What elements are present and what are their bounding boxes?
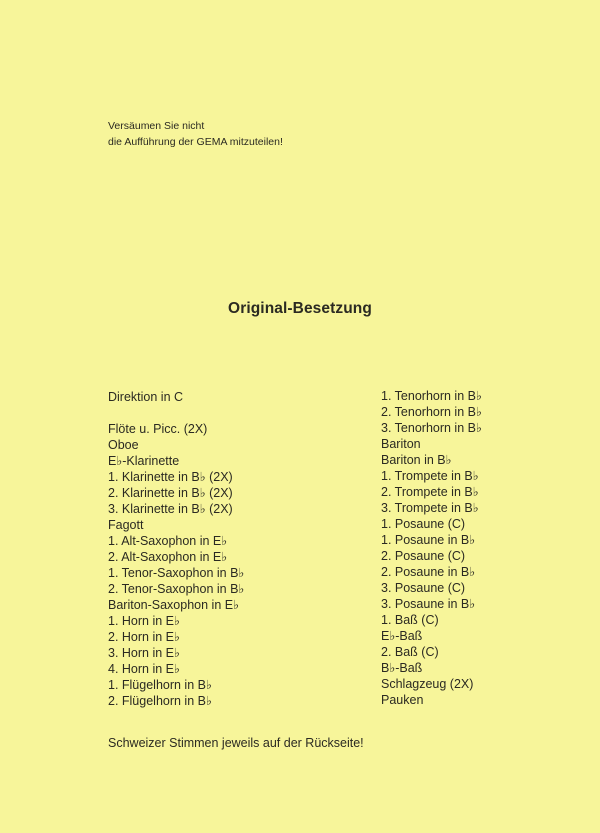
instrument-item: 2. Horn in E♭ [108,630,180,644]
instrument-item: E♭-Baß [381,629,423,643]
instrument-item: Bariton in B♭ [381,453,452,467]
instrument-item: 2. Posaune in B♭ [381,565,476,579]
gema-notice-line-2: die Aufführung der GEMA mitzuteilen! [108,136,283,148]
instrument-item: Flöte u. Picc. (2X) [108,422,208,436]
spacer [108,405,244,421]
instrument-item: 1. Tenor-Saxophon in B♭ [108,566,245,580]
instrument-list-left [108,421,244,709]
instrumentation-right-column [381,388,482,708]
instrument-item: Oboe [108,438,139,452]
instrument-item: 3. Tenorhorn in B♭ [381,421,482,435]
instrument-item: 1. Flügelhorn in B♭ [108,678,212,692]
instrument-item: 3. Posaune in B♭ [381,597,476,611]
instrument-list-right [381,388,482,708]
instrument-item: 2. Tenor-Saxophon in B♭ [108,582,245,596]
instrument-item: Pauken [381,693,424,707]
instrument-item: 3. Trompete in B♭ [381,501,479,515]
instrument-item: 2. Trompete in B♭ [381,485,479,499]
instrument-item: 2. Alt-Saxophon in E♭ [108,550,228,564]
gema-notice [108,118,283,150]
instrument-item: Fagott [108,518,144,532]
instrument-item: 3. Klarinette in B♭ (2X) [108,502,233,516]
instrumentation-left-column [108,389,244,709]
instrument-item: 1. Posaune in B♭ [381,533,476,547]
instrument-item: 4. Horn in E♭ [108,662,180,676]
instrument-item: 2. Posaune (C) [381,549,466,563]
instrument-item: 2. Tenorhorn in B♭ [381,405,482,419]
instrument-item: Bariton [381,437,421,451]
instrument-item: 2. Flügelhorn in B♭ [108,694,212,708]
instrument-item: 3. Posaune (C) [381,581,466,595]
instrument-item: 1. Posaune (C) [381,517,466,531]
instrument-item: B♭-Baß [381,661,423,675]
instrument-item: Bariton-Saxophon in E♭ [108,598,239,612]
instrument-item: 1. Baß (C) [381,613,439,627]
gema-notice-line-1: Versäumen Sie nicht [108,120,205,132]
instrument-item: 1. Alt-Saxophon in E♭ [108,534,228,548]
instrument-item: 1. Trompete in B♭ [381,469,479,483]
instrument-item: 1. Horn in E♭ [108,614,180,628]
instrument-item: 3. Horn in E♭ [108,646,180,660]
instrument-item: 1. Klarinette in B♭ (2X) [108,470,233,484]
instrument-item: 2. Baß (C) [381,645,439,659]
instrument-item: E♭-Klarinette [108,454,180,468]
instrument-item: Schlagzeug (2X) [381,677,474,691]
instrument-item: 1. Tenorhorn in B♭ [381,389,482,403]
instrument-item: Direktion in C [108,390,184,404]
instrument-item: 2. Klarinette in B♭ (2X) [108,486,233,500]
swiss-parts-note: Schweizer Stimmen jeweils auf der Rückseite! [108,736,364,750]
page-title: Original-Besetzung [228,300,372,317]
